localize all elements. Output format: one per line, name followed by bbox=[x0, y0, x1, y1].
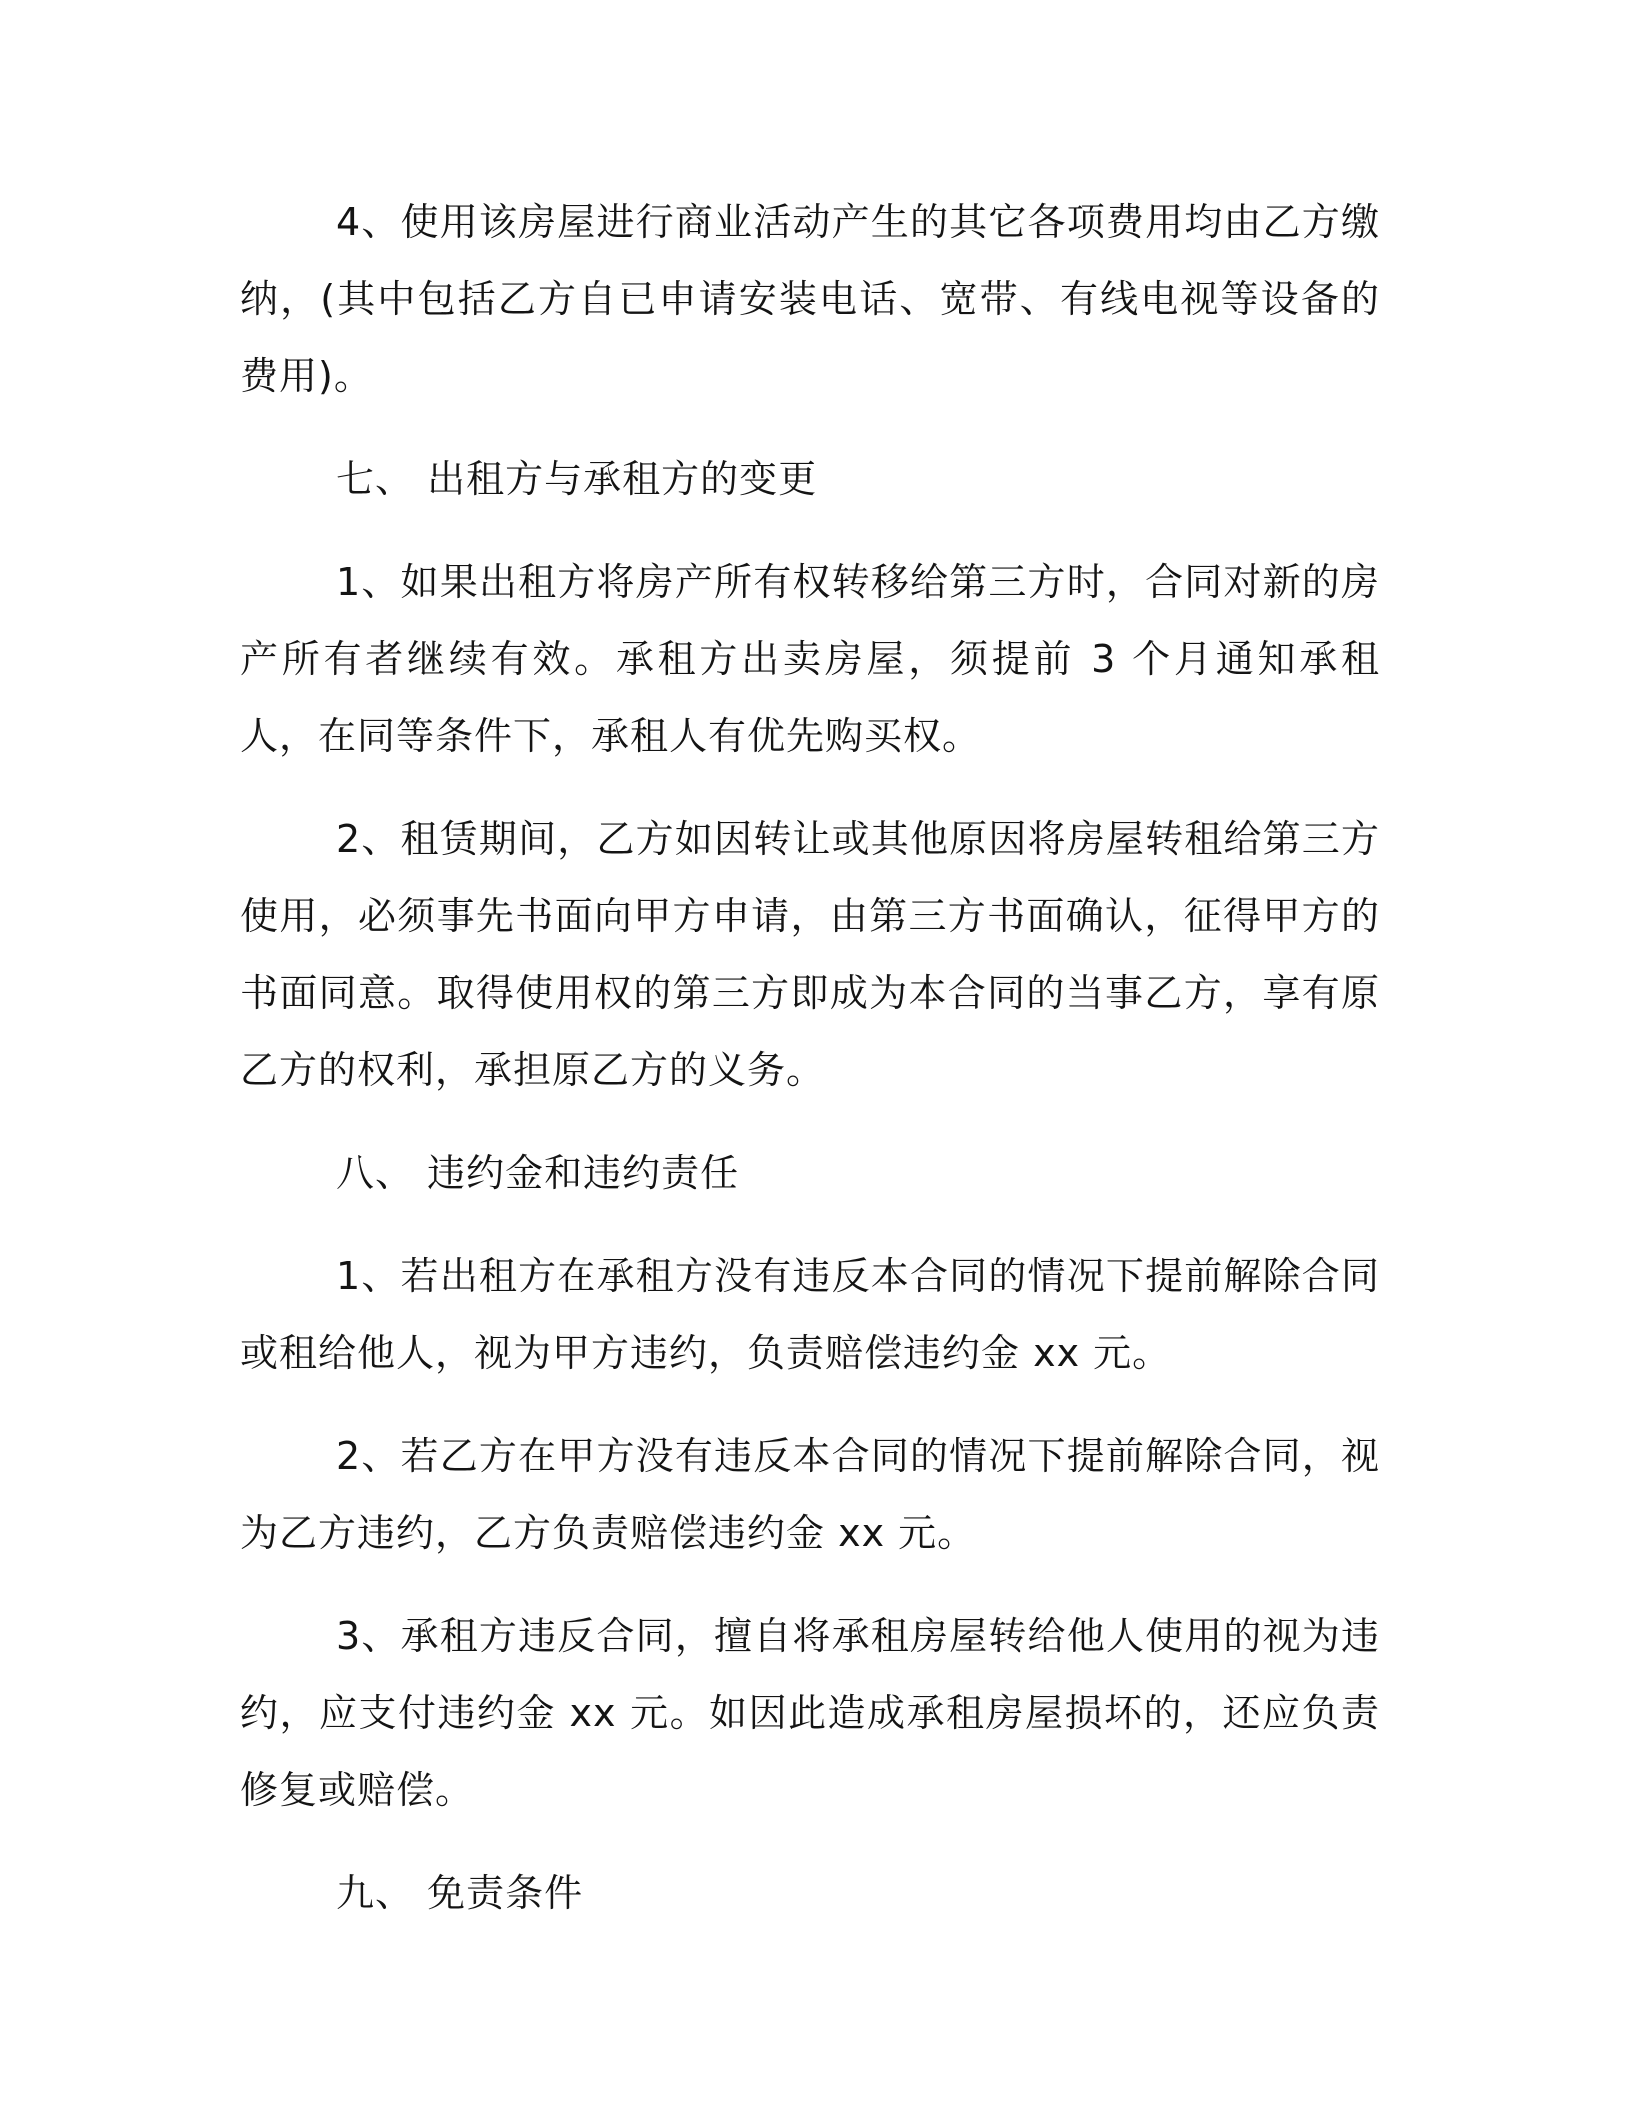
clause-4-other-fees: 4、使用该房屋进行商业活动产生的其它各项费用均由乙方缴纳，(其中包括乙方自已申请安装电话、宽带、有线电视等设备的费用)。 bbox=[240, 200, 1380, 398]
document-body bbox=[240, 184, 1380, 1958]
section-8-heading: 八、 违约金和违约责任 bbox=[336, 1151, 740, 1195]
section-7-clause-2: 2、租赁期间，乙方如因转让或其他原因将房屋转租给第三方使用，必须事先书面向甲方申请，由第三方书面确认，征得甲方的书面同意。取得使用权的第三方即成为本合同的当事乙方，享有原乙方的权利，承担原乙方的义务。 bbox=[240, 817, 1380, 1092]
section-9-heading: 九、 免责条件 bbox=[336, 1871, 584, 1915]
section-8-clause-2: 2、若乙方在甲方没有违反本合同的情况下提前解除合同，视为乙方违约，乙方负责赔偿违约金 xx 元。 bbox=[240, 1434, 1380, 1555]
section-7-clause-1: 1、如果出租方将房产所有权转移给第三方时，合同对新的房产所有者继续有效。承租方出卖房屋，须提前 3 个月通知承租人，在同等条件下，承租人有优先购买权。 bbox=[240, 560, 1380, 758]
section-7-heading: 七、 出租方与承租方的变更 bbox=[336, 457, 818, 501]
section-8-clause-3: 3、承租方违反合同，擅自将承租房屋转给他人使用的视为违约，应支付违约金 xx 元。如因此造成承租房屋损坏的，还应负责修复或赔偿。 bbox=[240, 1614, 1380, 1812]
section-8-clause-1: 1、若出租方在承租方没有违反本合同的情况下提前解除合同或租给他人，视为甲方违约，负责赔偿违约金 xx 元。 bbox=[240, 1254, 1380, 1375]
